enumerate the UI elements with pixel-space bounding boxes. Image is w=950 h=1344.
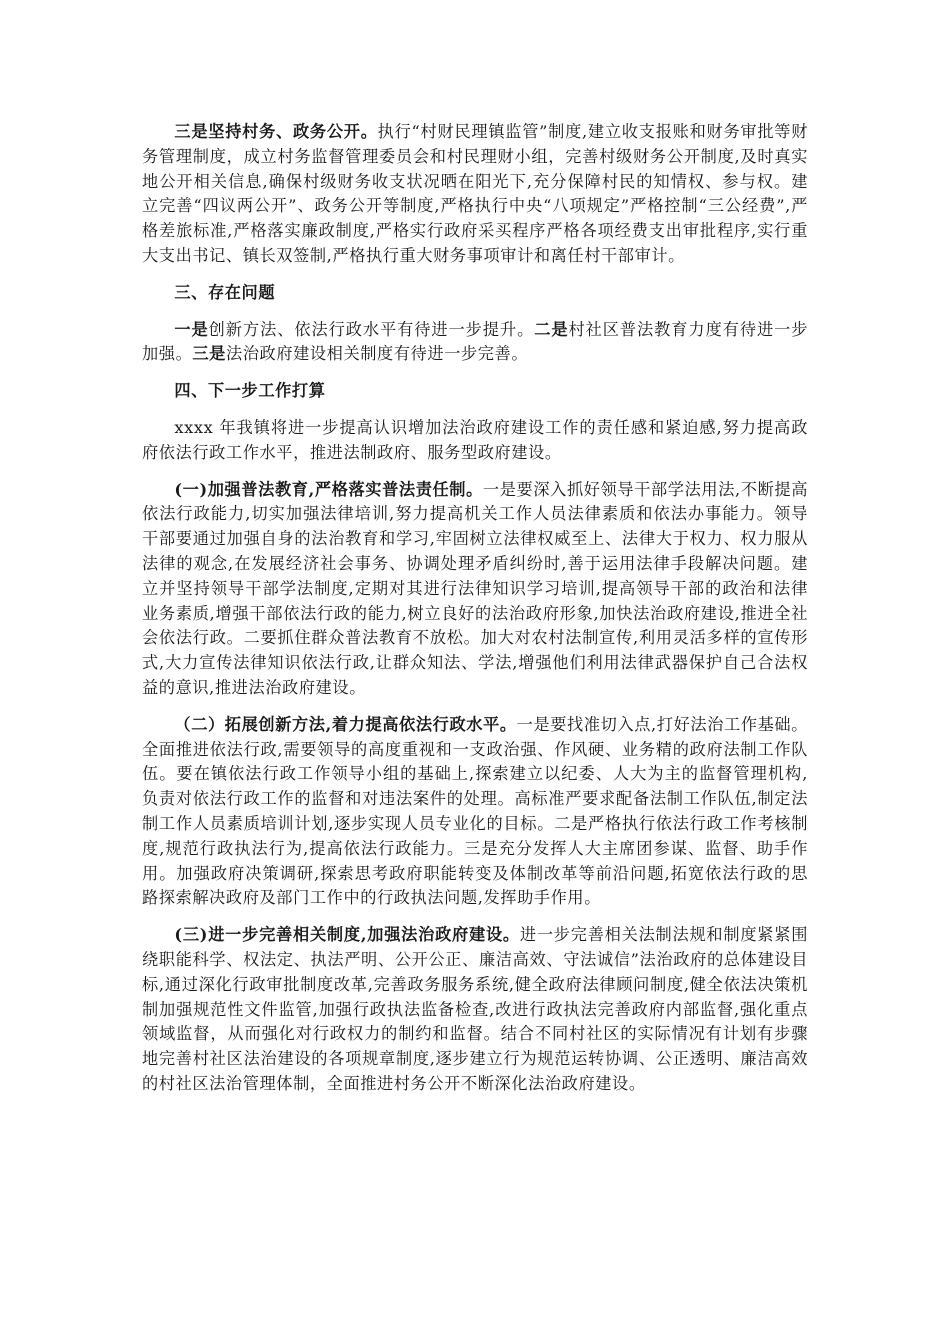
- paragraph-village-affairs: [142, 120, 808, 269]
- paragraph-body: 进一步完善相关法制法规和制度紧紧围绕职能科学、权法定、执法严明、公开公正、廉洁高效、守法诚信”法治政府的总体建设目标,通过深化行政审批制度改革,完善政务服务系统,健全政府法律顾问制度,健全依法决策机制加强规范性文件监管,加强行政执法监备检查,改进行政执法完善政府内部监督,强化重点领域监督，从而强化对行政权力的制约和监督。结合不同村社区的实际情况有计划有步骤地完善村社区法治建设的各项规章制度,逐步建立行为规范运转协调、公正透明、廉洁高效的村社区法治管理体制，全面推进村务公开不断深化法治政府建设。: [142, 925, 808, 1093]
- paragraph-lead: 二是: [534, 319, 569, 339]
- paragraph-body: 一是要深入抓好领导干部学法用法,不断提高依法行政能力,切实加强法律培训,努力提高机关工作人员法律素质和依法办事能力。领导干部要通过加强自身的法治教育和学习,牢固树立法律权威至上、法律大于权力、权力服从法律的观念,在发展经济社会事务、协调处理矛盾纠纷时,善于运用法律手段解决问题。建立并坚持领导干部学法制度,定期对其进行法律知识学习培训,提高领导干部的政治和法律业务素质,增强干部依法行政的能力,树立良好的法治政府形象,加快法治政府建设,推进全社会依法行政。二要抓住群众普法教育不放松。加大对农村法制宣传,利用灵活多样的宣传形式,大力宣传法律知识依法行政,让群众知法、学法,增强他们利用法律武器保护自己合法权益的意识,推进法治政府建设。: [142, 479, 808, 697]
- paragraph-body: 法治政府建设相关制度有待进一步完善。: [225, 344, 529, 364]
- paragraph-body: 一是要找准切入点,打好法治工作基础。全面推进依法行政,需要领导的高度重视和一支政治强、作风硬、业务精的政府法制工作队伍。要在镇依法行政工作领导小组的基础上,探索建立以纪委、人大为主的监督管理机构,负责对依法行政工作的监督和对违法案件的处理。高标准严要求配备法制工作队伍,制定法制工作人员素质培训计划,逐步实现人员专业化的目标。二是严格执行依法行政工作考核制度,规范行政执法行为,提高依法行政能力。三是充分发挥人大主席团参谋、监督、助手作用。加强政府决策调研,探索思考政府职能转变及体制改革等前沿问题,拓宽依法行政的思路探索解决政府及部门工作中的行政执法问题,发挥助手作用。: [142, 714, 809, 908]
- paragraph-lead: 三是坚持村务、政务公开。: [174, 122, 378, 141]
- paragraph-body: 执行“村财民理镇监管”制度,建立收支报账和财务审批等财务管理制度，成立村务监督管理委员会和村民理财小组，完善村级财务公开制度,及时真实地公开相关信息,确保村级财务收支状况晒在阳光下,充分保障村民的知情权、参与权。建立完善“四议两公开”、政务公开等制度,严格执行中央“八项规定”严格控制“三公经费”,严格差旅标准,严格落实廉政制度,严格实行政府采买程序严格各项经费支出审批程序,实行重大支出书记、镇长双签制,严格执行重大财务事项审计和离任村干部审计。: [142, 122, 808, 265]
- paragraph-next-steps-intro: [142, 416, 808, 466]
- paragraph-lead: 三是: [192, 344, 226, 364]
- paragraph-lead: (三)进一步完善相关制度,加强法治政府建设。: [174, 925, 520, 945]
- paragraph-problems: [142, 318, 808, 368]
- paragraph-lead: （二）拓展创新方法,着力提高依法行政水平。: [174, 714, 517, 734]
- paragraph-lead: (一)加强普法教育,严格落实普法责任制。: [174, 479, 483, 499]
- document-page: [142, 120, 808, 1109]
- section-heading-problems: 三、存在问题: [174, 282, 276, 302]
- paragraph-institutions: [142, 923, 808, 1097]
- paragraph-legal-education: [142, 478, 808, 701]
- paragraph-body: xxxx 年我镇将进一步提高认识增加法治政府建设工作的责任感和紧迫感,努力提高政府依法行政工作水平，推进法制政府、服务型政府建设。: [142, 417, 808, 462]
- section-heading-next-steps: 四、下一步工作打算: [174, 381, 326, 401]
- paragraph-body: 创新方法、依法行政水平有待进一步提升。: [208, 319, 535, 339]
- paragraph-body: 村社区普法教育力度有待进一步加强。: [142, 319, 809, 364]
- paragraph-lead: 一是: [174, 319, 209, 339]
- paragraph-innovation: [142, 713, 808, 911]
